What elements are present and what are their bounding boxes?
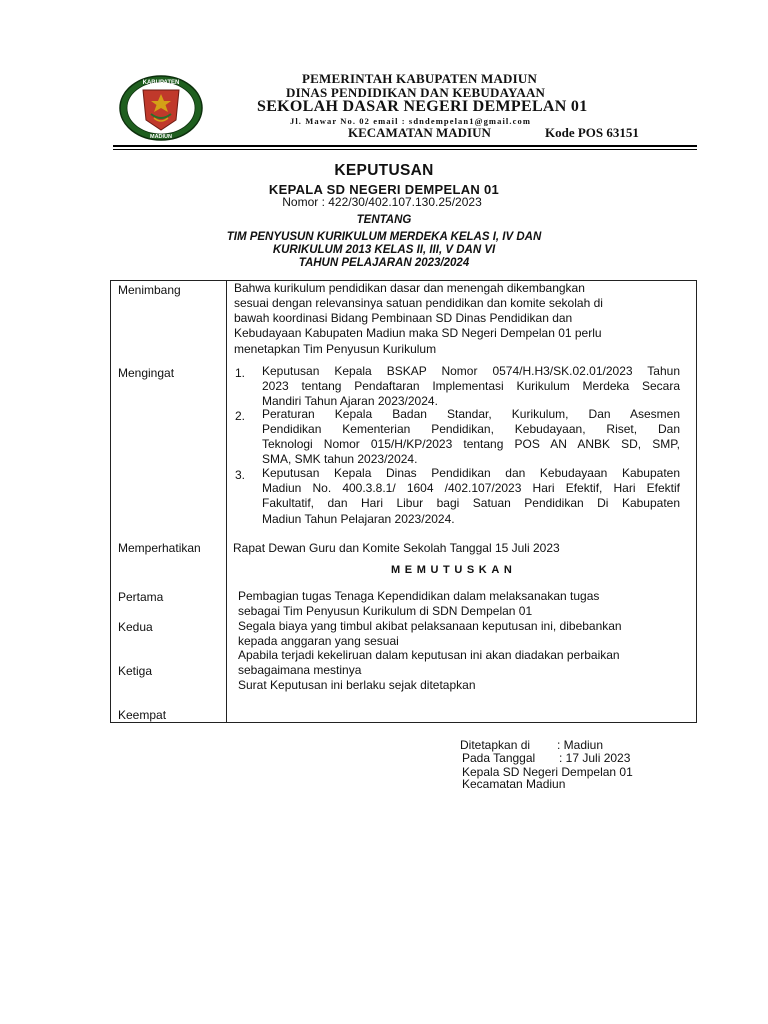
mengingat-item-line: Pendidikan Kementerian Pendidikan, Kebudayaan, Riset, Dan bbox=[262, 422, 680, 436]
decree-subject-line: TIM PENYUSUN KURIKULUM MERDEKA KELAS I, IV DAN bbox=[226, 231, 542, 243]
signature-date-label: Pada Tanggal bbox=[462, 751, 536, 765]
mengingat-item-line: Madiun No. 400.3.8.1/ 1604 /402.107/2023 Hari Efektif, Hari Efektif bbox=[262, 481, 680, 495]
ketiga-line: Apabila terjadi kekeliruan dalam keputusan ini akan diadakan perbaikan bbox=[238, 648, 620, 662]
mengingat-item-line: Peraturan Kepala Badan Standar, Kurikulum, Dan Asesmen bbox=[262, 407, 680, 421]
mengingat-item-line: Keputusan Kepala Dinas Pendidikan dan Kebudayaan Kabupaten bbox=[262, 466, 680, 480]
decree-issuer: KEPALA SD NEGERI DEMPELAN 01 bbox=[268, 182, 500, 197]
signature-place-label: Ditetapkan di bbox=[460, 738, 531, 752]
menimbang-line: sesuai dengan relevansinya satuan pendidikan dan komite sekolah di bbox=[234, 296, 603, 310]
mengingat-item-line: Fakultatif, dan Hari Libur bagi Satuan Pendidikan Di Kabupaten bbox=[262, 496, 680, 510]
label-ketiga: Ketiga bbox=[118, 664, 153, 678]
pertama-line: sebagai Tim Penyusun Kurikulum di SDN Dempelan 01 bbox=[238, 604, 533, 618]
label-menimbang: Menimbang bbox=[118, 283, 181, 297]
kedua-line: kepada anggaran yang sesuai bbox=[238, 634, 399, 648]
signature-position: Kepala SD Negeri Dempelan 01 bbox=[462, 765, 633, 779]
madiun-regency-emblem bbox=[118, 74, 204, 142]
letterhead-school-name: SEKOLAH DASAR NEGERI DEMPELAN 01 bbox=[257, 98, 588, 115]
mengingat-item-line: Keputusan Kepala BSKAP Nomor 0574/H.H3/SK.02.01/2023 Tahun bbox=[262, 364, 680, 378]
mengingat-item-line: Teknologi Nomor 015/H/KP/2023 tentang POS AN ANBK SD, SMP, bbox=[262, 437, 680, 451]
menimbang-line: bawah koordinasi Bidang Pembinaan SD Dinas Pendidikan dan bbox=[234, 311, 573, 325]
decree-title: KEPUTUSAN bbox=[334, 162, 434, 179]
label-pertama: Pertama bbox=[118, 590, 164, 604]
letterhead-district: KECAMATAN MADIUN bbox=[348, 125, 491, 140]
list-number: 3. bbox=[235, 468, 246, 482]
emblem-bottom-text: MADIUN bbox=[150, 134, 172, 140]
signature-district: Kecamatan Madiun bbox=[462, 777, 566, 791]
menimbang-line: menetapkan Tim Penyusun Kurikulum bbox=[234, 342, 437, 356]
letterhead-department: DINAS PENDIDIKAN DAN KEBUDAYAAN bbox=[286, 85, 546, 100]
mengingat-item-line: SMA, SMK tahun 2023/2024. bbox=[262, 452, 418, 466]
table-column-divider bbox=[226, 280, 227, 723]
emblem-top-text: KABUPATEN bbox=[142, 80, 180, 86]
list-number: 2. bbox=[235, 409, 246, 423]
memutuskan-heading: MEMUTUSKAN bbox=[391, 564, 517, 576]
decree-subject-line: TAHUN PELAJARAN 2023/2024 bbox=[298, 257, 470, 269]
menimbang-line: Kebudayaan Kabupaten Madiun maka SD Negeri Dempelan 01 perlu bbox=[234, 326, 602, 340]
label-memperhatikan: Memperhatikan bbox=[118, 541, 201, 555]
letterhead-rule-thick bbox=[113, 145, 697, 147]
list-number: 1. bbox=[235, 366, 246, 380]
signature-date-value: : 17 Juli 2023 bbox=[559, 751, 631, 765]
label-mengingat: Mengingat bbox=[118, 366, 175, 380]
decree-subject-line: KURIKULUM 2013 KELAS II, III, V DAN VI bbox=[272, 244, 496, 256]
decree-about: TENTANG bbox=[356, 214, 412, 226]
keempat-text: Surat Keputusan ini berlaku sejak ditetapkan bbox=[238, 678, 476, 692]
menimbang-line: Bahwa kurikulum pendidikan dasar dan menengah dikembangkan bbox=[234, 281, 585, 295]
letterhead-government: PEMERINTAH KABUPATEN MADIUN bbox=[302, 71, 538, 86]
letterhead-address: Jl. Mawar No. 02 email : sdndempelan1@gmail.com bbox=[290, 116, 532, 126]
mengingat-item-line: Mandiri Tahun Ajaran 2023/2024. bbox=[262, 394, 438, 408]
label-keempat: Keempat bbox=[118, 708, 167, 722]
pertama-line: Pembagian tugas Tenaga Kependidikan dalam melaksanakan tugas bbox=[238, 589, 600, 603]
label-kedua: Kedua bbox=[118, 620, 153, 634]
letterhead-postcode: Kode POS 63151 bbox=[545, 125, 639, 140]
letterhead-rule-thin bbox=[113, 149, 697, 150]
kedua-line: Segala biaya yang timbul akibat pelaksanaan keputusan ini, dibebankan bbox=[238, 619, 622, 633]
mengingat-item-line: 2023 tentang Pendaftaran Implementasi Kurikulum Merdeka Secara bbox=[262, 379, 680, 393]
signature-place-value: : Madiun bbox=[557, 738, 604, 752]
ketiga-line: sebagaimana mestinya bbox=[238, 663, 362, 677]
memperhatikan-text: Rapat Dewan Guru dan Komite Sekolah Tanggal 15 Juli 2023 bbox=[233, 541, 560, 555]
decree-number: Nomor : 422/30/402.107.130.25/2023 bbox=[282, 195, 482, 209]
mengingat-item-line: Madiun Tahun Pelajaran 2023/2024. bbox=[262, 512, 455, 526]
